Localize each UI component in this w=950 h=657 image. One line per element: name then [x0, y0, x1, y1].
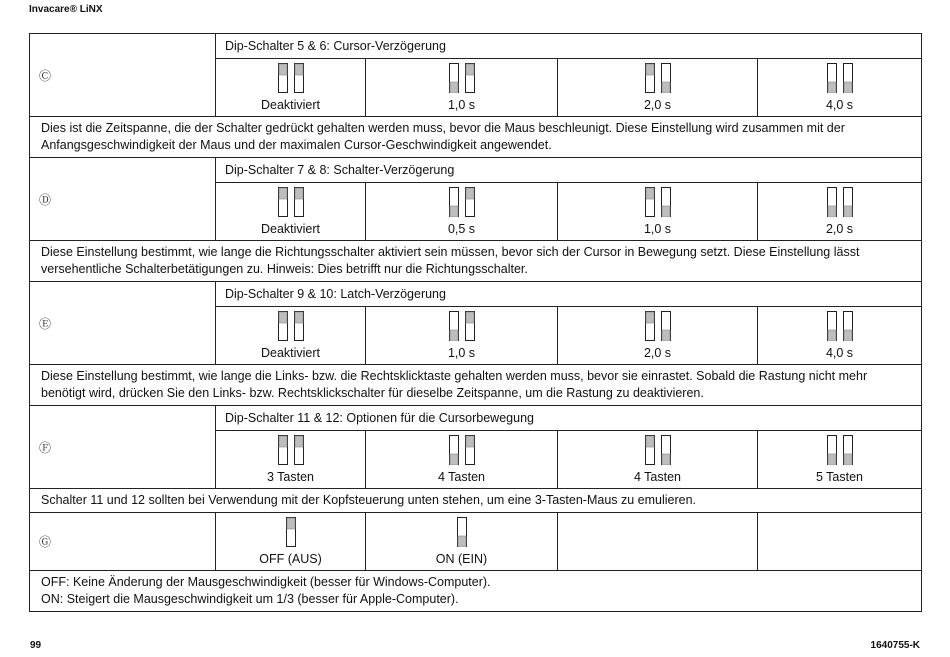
section-marker: Ⓓ [30, 158, 216, 241]
dip-switch-group [286, 517, 296, 547]
option-label: 4 Tasten [437, 470, 486, 484]
option-label: 2,0 s [643, 346, 672, 360]
dip-switch-group [449, 311, 475, 341]
setting-option [366, 513, 558, 571]
section-description: Diese Einstellung bestimmt, wie lange die Richtungsschalter aktiviert sein müssen, bevor sich der Cursor in Bewegung setzt. Diese Einstellung lässt versehentliche Schalterbetätigungen zu. Hinweis: Dies betrifft nur die Richtungsschalter. [30, 241, 922, 282]
description-line: OFF: Keine Änderung der Mausgeschwindigkeit (besser für Windows-Computer). [41, 575, 491, 589]
dip-switch-up-icon [278, 311, 288, 341]
setting-option [758, 59, 922, 117]
option-label: 4,0 s [825, 98, 854, 112]
dip-switch-group [278, 435, 304, 465]
section-description [30, 571, 922, 612]
dip-switch-up-icon [278, 63, 288, 93]
option-label: 2,0 s [643, 98, 672, 112]
option-label: 4 Tasten [633, 470, 682, 484]
dip-switch-group [457, 517, 467, 547]
section-title: Dip-Schalter 5 & 6: Cursor-Verzögerung [216, 34, 922, 59]
dip-switch-group [827, 435, 853, 465]
dip-switch-down-icon [843, 187, 853, 217]
dip-switch-up-icon [294, 435, 304, 465]
setting-option [758, 431, 922, 489]
dip-switch-group [278, 63, 304, 93]
setting-option [558, 307, 758, 365]
setting-option [758, 183, 922, 241]
option-label: 3 Tasten [266, 470, 315, 484]
setting-option [758, 307, 922, 365]
section-marker: Ⓒ [30, 34, 216, 117]
option-label: 1,0 s [643, 222, 672, 236]
dip-switch-down-icon [843, 435, 853, 465]
dip-switch-down-icon [843, 311, 853, 341]
dip-switch-up-icon [294, 311, 304, 341]
dip-switch-group [827, 311, 853, 341]
dip-switch-down-icon [449, 311, 459, 341]
dip-switch-down-icon [449, 435, 459, 465]
dip-switch-down-icon [827, 311, 837, 341]
dip-switch-up-icon [278, 435, 288, 465]
description-line: ON: Steigert die Mausgeschwindigkeit um 1/3 (besser für Apple-Computer). [41, 592, 459, 606]
dip-switch-down-icon [661, 435, 671, 465]
option-label: Deaktiviert [260, 98, 321, 112]
dip-switch-down-icon [449, 63, 459, 93]
dip-switch-up-icon [645, 311, 655, 341]
dip-switch-up-icon [465, 187, 475, 217]
setting-option [366, 183, 558, 241]
dip-switch-down-icon [843, 63, 853, 93]
dip-switch-group [449, 435, 475, 465]
setting-option [558, 431, 758, 489]
section-title: Dip-Schalter 11 & 12: Optionen für die Cursorbewegung [216, 406, 922, 431]
dip-switch-group [645, 187, 671, 217]
option-label: 1,0 s [447, 346, 476, 360]
setting-option [558, 183, 758, 241]
setting-option [558, 513, 758, 571]
section-description: Dies ist die Zeitspanne, die der Schalter gedrückt gehalten werden muss, bevor die Maus beschleunigt. Diese Einstellung wird zusammen mit der Anfangsgeschwindigkeit der Maus und der maximalen Cursor-Geschwindigkeit angewendet. [30, 117, 922, 158]
section-marker: Ⓕ [30, 406, 216, 489]
option-label: 1,0 s [447, 98, 476, 112]
dip-switch-group [449, 63, 475, 93]
dip-switch-group [645, 435, 671, 465]
dip-switch-up-icon [645, 63, 655, 93]
option-label: Deaktiviert [260, 222, 321, 236]
setting-option [216, 59, 366, 117]
setting-option [758, 513, 922, 571]
setting-option [558, 59, 758, 117]
setting-option [216, 431, 366, 489]
setting-option [366, 431, 558, 489]
option-label: 0,5 s [447, 222, 476, 236]
dip-switch-table [29, 33, 922, 612]
setting-option [366, 307, 558, 365]
dip-switch-group [278, 311, 304, 341]
dip-switch-down-icon [661, 311, 671, 341]
dip-switch-up-icon [645, 435, 655, 465]
option-label: Deaktiviert [260, 346, 321, 360]
setting-option [366, 59, 558, 117]
dip-switch-group [278, 187, 304, 217]
dip-switch-up-icon [465, 435, 475, 465]
dip-switch-up-icon [465, 63, 475, 93]
setting-option [216, 183, 366, 241]
dip-switch-up-icon [294, 187, 304, 217]
page-number: 99 [30, 640, 42, 651]
dip-switch-down-icon [457, 517, 467, 547]
dip-switch-down-icon [661, 63, 671, 93]
setting-option [216, 307, 366, 365]
option-label: OFF (AUS) [259, 552, 322, 566]
document-code: 1640755-K [870, 640, 920, 651]
section-description: Diese Einstellung bestimmt, wie lange die Links- bzw. die Rechtsklicktaste gehalten werden muss, bevor sie einrastet. Sobald die Rastung nicht mehr benötigt wird, drücken Sie den Links- bzw. Rechtsklickschalter für dieselbe Zeitspanne, um die Rastung zu deaktivieren. [30, 365, 922, 406]
dip-switch-down-icon [449, 187, 459, 217]
header-brand: Invacare® LiNX [29, 4, 103, 15]
dip-switch-down-icon [827, 435, 837, 465]
section-description: Schalter 11 und 12 sollten bei Verwendung mit der Kopfsteuerung unten stehen, um eine 3-Tasten-Maus zu emulieren. [30, 489, 922, 513]
option-label: 5 Tasten [815, 470, 864, 484]
setting-option [216, 513, 366, 571]
dip-switch-up-icon [465, 311, 475, 341]
dip-switch-up-icon [294, 63, 304, 93]
section-title: Dip-Schalter 7 & 8: Schalter-Verzögerung [216, 158, 922, 183]
dip-switch-group [827, 63, 853, 93]
dip-switch-down-icon [827, 187, 837, 217]
section-marker: Ⓖ [30, 513, 216, 571]
dip-switch-group [449, 187, 475, 217]
option-label: 4,0 s [825, 346, 854, 360]
dip-switch-up-icon [286, 517, 296, 547]
option-label: ON (EIN) [435, 552, 488, 566]
option-label: 2,0 s [825, 222, 854, 236]
dip-switch-down-icon [827, 63, 837, 93]
dip-switch-group [645, 311, 671, 341]
dip-switch-up-icon [278, 187, 288, 217]
dip-switch-down-icon [661, 187, 671, 217]
dip-switch-up-icon [645, 187, 655, 217]
dip-switch-group [645, 63, 671, 93]
section-marker: Ⓔ [30, 282, 216, 365]
section-title: Dip-Schalter 9 & 10: Latch-Verzögerung [216, 282, 922, 307]
dip-switch-group [827, 187, 853, 217]
